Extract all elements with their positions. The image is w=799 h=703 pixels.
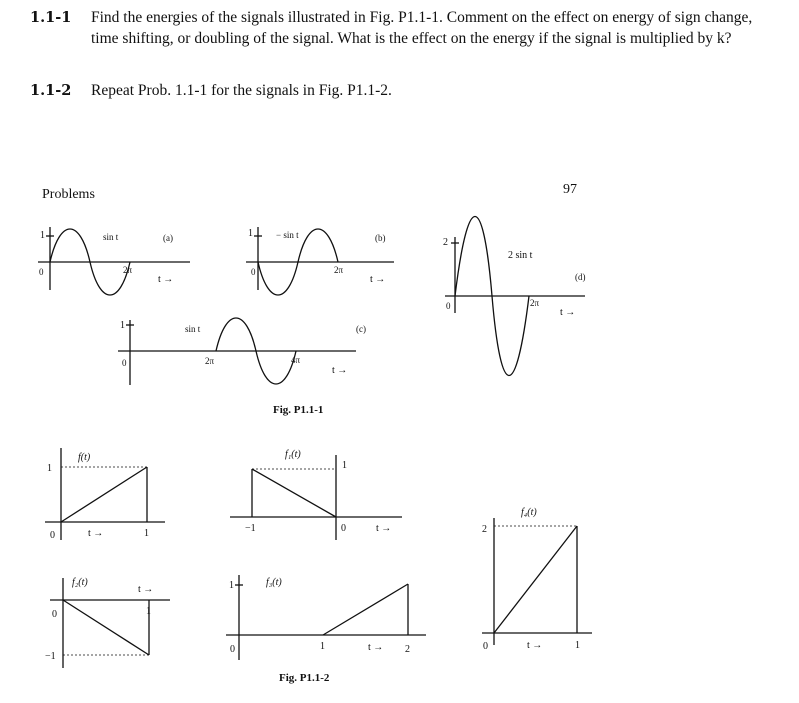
y-tick-label: 1 [47, 463, 52, 474]
x-tick-label: 2π [205, 356, 215, 366]
x-tick-label: 1 [144, 528, 149, 539]
origin-label: 0 [52, 609, 57, 620]
y-tick-label: 1 [120, 320, 125, 331]
axis-label: t → [368, 642, 384, 653]
origin-label: 0 [341, 523, 346, 534]
ramp-line [61, 467, 147, 522]
panel-tag: (c) [356, 324, 366, 334]
curve-label: f(t) [78, 452, 91, 463]
panel-tag: (d) [575, 272, 586, 282]
ramp-line [494, 526, 577, 633]
panel-tag: (b) [375, 233, 386, 243]
curve-label: f₂(t) [72, 577, 88, 588]
axis-label: t → [560, 307, 576, 318]
y-tick-label: 2 [443, 237, 448, 248]
ramp-line [63, 600, 149, 655]
y-tick-label: 1 [40, 230, 45, 241]
origin-label: 0 [39, 267, 44, 277]
origin-label: 0 [122, 358, 127, 368]
y-tick-label: −1 [45, 651, 56, 662]
problem-text: Find the energies of the signals illustrated in Fig. P1.1-1. Comment on the effect on energy of sign change, time shifting, or doubling of the signal. What is the effect on the energy if the signal is multiplied by k? [91, 9, 753, 47]
y-tick-label: 1 [229, 580, 234, 591]
ramp-line [323, 584, 408, 635]
problem-text: Repeat Prob. 1.1-1 for the signals in Fig. P1.1-2. [91, 82, 392, 99]
curve-label: sin t [185, 324, 201, 334]
x-tick-label: 2π [530, 298, 540, 308]
x-tick-label: 2 [405, 644, 410, 655]
axis-label: t → [158, 274, 174, 285]
figure-caption: Fig. P1.1-1 [273, 404, 324, 416]
origin-label: 0 [50, 530, 55, 541]
running-head: Problems [42, 187, 95, 202]
curve-label: f₄(t) [521, 507, 537, 518]
origin-label: 0 [483, 641, 488, 652]
x-tick-label: 2π [334, 265, 344, 275]
problem-number: 1.1-1 [30, 9, 72, 26]
origin-label: 0 [230, 644, 235, 655]
problem-number: 1.1-2 [30, 82, 72, 99]
page-number: 97 [563, 182, 577, 197]
axis-label: t → [138, 584, 154, 595]
y-tick-label: 1 [248, 228, 253, 239]
curve-label: − sin t [276, 230, 299, 240]
curve-label: f₃(t) [266, 577, 282, 588]
figure-1c [118, 318, 356, 385]
y-tick-label: 1 [342, 460, 347, 471]
axis-label: t → [332, 365, 348, 376]
x-tick-label: 2π [123, 265, 133, 275]
figure-caption: Fig. P1.1-2 [279, 672, 330, 684]
curve-label: f₁(t) [285, 449, 301, 460]
origin-label: 0 [446, 301, 451, 311]
figure-1d [445, 217, 585, 376]
x-tick-label: 1 [320, 641, 325, 652]
figure-f [45, 448, 165, 540]
y-tick-label: 2 [482, 524, 487, 535]
curve-label: 2 sin t [508, 250, 533, 261]
curve-label: sin t [103, 232, 119, 242]
figure-f4 [482, 518, 592, 645]
figure-f3 [226, 575, 426, 660]
axis-label: t → [527, 640, 543, 651]
panel-tag: (a) [163, 233, 173, 243]
x-tick-label: 1 [146, 606, 151, 617]
x-tick-label: 1 [575, 640, 580, 651]
axis-label: t → [370, 274, 386, 285]
x-tick-label: 4π [291, 355, 301, 365]
x-tick-label: −1 [245, 523, 256, 534]
ramp-line [252, 469, 336, 517]
axis-label: t → [376, 523, 392, 534]
axis-label: t → [88, 528, 104, 539]
origin-label: 0 [251, 267, 256, 277]
